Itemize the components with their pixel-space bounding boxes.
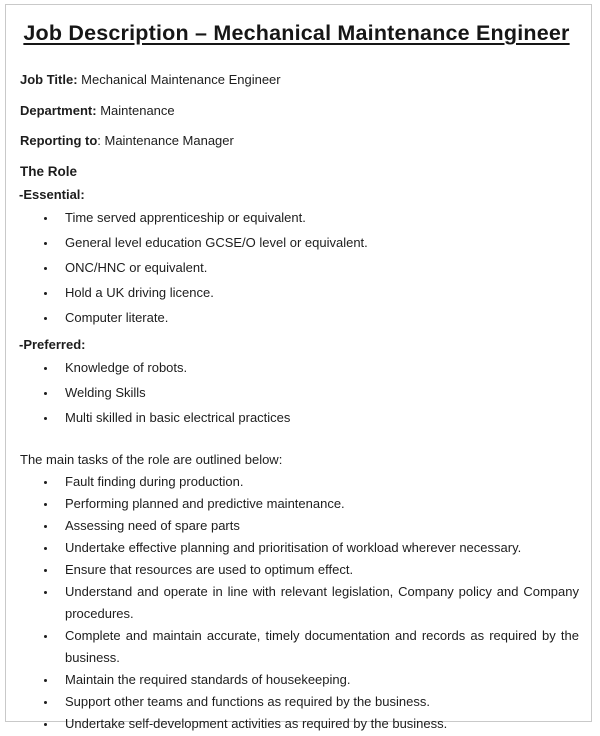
list-item: • Undertake self-development activities as required by the business.	[57, 713, 579, 735]
field-department	[20, 104, 579, 118]
list-item: • Understand and operate in line with relevant legislation, Company policy and Company procedures.	[57, 581, 579, 625]
list-item: • Fault finding during production.	[57, 471, 579, 493]
list-item: • Complete and maintain accurate, timely documentation and records as required by the business.	[57, 625, 579, 669]
field-job-title	[20, 73, 579, 87]
list-item: • Computer literate.	[57, 311, 579, 325]
list-item: • Performing planned and predictive maintenance.	[57, 493, 579, 515]
list-item: • Multi skilled in basic electrical practices	[57, 411, 579, 425]
job-fields	[14, 73, 579, 148]
section-heading-the-role: The Role	[20, 163, 78, 179]
list-item: • Maintain the required standards of housekeeping.	[57, 669, 579, 691]
list-item: • ONC/HNC or equivalent.	[57, 261, 579, 275]
list-item: • Hold a UK driving licence.	[57, 286, 579, 300]
field-label: Reporting to	[20, 133, 98, 148]
field-label: Department:	[20, 102, 97, 118]
list-item: • Undertake effective planning and prioritisation of workload wherever necessary.	[57, 537, 579, 559]
tasks-list	[14, 471, 579, 735]
document-page	[5, 4, 592, 731]
field-value: Maintenance	[96, 102, 175, 118]
field-label: Job Title:	[20, 72, 78, 87]
sub-heading-preferred: -Preferred:	[19, 336, 86, 352]
sub-heading-essential: -Essential:	[19, 186, 85, 202]
list-item: • Ensure that resources are used to optimum effect.	[57, 559, 579, 581]
field-value: Mechanical Maintenance Engineer	[77, 72, 281, 87]
preferred-list	[14, 361, 579, 425]
list-item: • Time served apprenticeship or equivalent.	[57, 211, 579, 225]
field-value: : Maintenance Manager	[97, 133, 234, 148]
list-item: • Welding Skills	[57, 386, 579, 400]
list-item: • Support other teams and functions as required by the business.	[57, 691, 579, 713]
document-title: Job Description – Mechanical Maintenance Engineer	[23, 21, 570, 45]
list-item: • Assessing need of spare parts	[57, 515, 579, 537]
list-item: • Knowledge of robots.	[57, 361, 579, 375]
tasks-intro: The main tasks of the role are outlined below:	[20, 451, 283, 467]
field-reporting-to	[20, 134, 579, 148]
essential-list	[14, 211, 579, 325]
list-item: • General level education GCSE/O level or equivalent.	[57, 236, 579, 250]
